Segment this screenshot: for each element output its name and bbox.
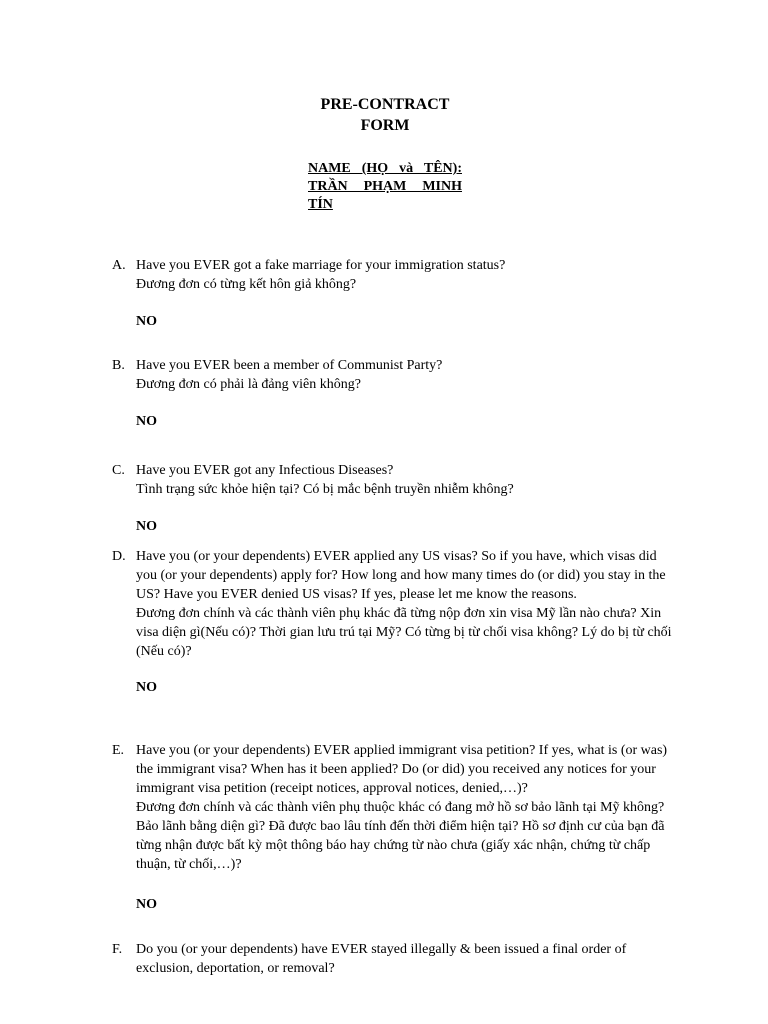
question-f bbox=[112, 940, 672, 978]
question-b bbox=[112, 356, 672, 394]
question-letter: A. bbox=[112, 258, 126, 273]
title-line-2: FORM bbox=[360, 117, 410, 134]
answer-e: NO bbox=[136, 897, 157, 912]
question-vietnamese: Đương đơn chính và các thành viên phụ thuộc khác có đang mở hồ sơ bảo lãnh tại Mỹ không? Bảo lãnh bằng diện gì? Đã được bao lâu tính đến thời điểm hiện tại? Hồ sơ định cư của bạn đã từng nhận được bất kỳ một thông báo hay chứng từ nào chưa (giấy xác nhận, chứng từ chấp thuận, từ chối,…)? bbox=[136, 800, 665, 872]
question-letter: C. bbox=[112, 463, 125, 478]
question-d bbox=[112, 547, 672, 661]
question-english: Have you (or your dependents) EVER applied any US visas? So if you have, which visas did you (or your dependents) apply for? How long and how many times do (or did) you stay in the US? Have you EVER denied US visas? If yes, please let me know the reasons. bbox=[136, 549, 666, 602]
question-vietnamese: Đương đơn chính và các thành viên phụ khác đã từng nộp đơn xin visa Mỹ lần nào chưa? Xin visa diện gì(Nếu có)? Thời gian lưu trú tại Mỹ? Có từng bị từ chối visa không? Lý do bị từ chối (Nếu có)? bbox=[136, 606, 672, 659]
form-title bbox=[300, 94, 470, 136]
title-line-1: PRE-CONTRACT bbox=[320, 96, 450, 113]
question-letter: E. bbox=[112, 743, 125, 758]
question-english: Do you (or your dependents) have EVER stayed illegally & been issued a final order of exclusion, deportation, or removal? bbox=[136, 942, 627, 976]
question-letter: D. bbox=[112, 549, 126, 564]
answer-a: NO bbox=[136, 314, 157, 329]
answer-c: NO bbox=[136, 519, 157, 534]
question-vietnamese: Đương đơn có từng kết hôn giả không? bbox=[136, 277, 357, 292]
name-value-line-2: TÍN bbox=[308, 197, 333, 212]
question-c bbox=[112, 461, 672, 499]
question-e bbox=[112, 741, 672, 874]
answer-d: NO bbox=[136, 680, 157, 695]
question-vietnamese: Tình trạng sức khỏe hiện tại? Có bị mắc bệnh truyền nhiễm không? bbox=[136, 482, 514, 497]
name-value-line-1: TRẦN PHẠM MINH bbox=[308, 179, 462, 194]
question-a bbox=[112, 256, 672, 294]
question-letter: B. bbox=[112, 358, 125, 373]
answer-b: NO bbox=[136, 414, 157, 429]
question-english: Have you EVER got a fake marriage for your immigration status? bbox=[136, 258, 506, 273]
question-vietnamese: Đương đơn có phải là đảng viên không? bbox=[136, 377, 361, 392]
question-letter: F. bbox=[112, 942, 123, 957]
question-english: Have you (or your dependents) EVER applied immigrant visa petition? If yes, what is (or was) the immigrant visa? When has it been applied? Do (or did) you received any notices for your immigrant visa petition (receipt notices, approval notices, denied,…)? bbox=[136, 743, 668, 796]
name-label: NAME (HỌ và TÊN): bbox=[308, 161, 462, 176]
applicant-name-block bbox=[308, 160, 462, 214]
question-english: Have you EVER been a member of Communist Party? bbox=[136, 358, 443, 373]
question-english: Have you EVER got any Infectious Diseases? bbox=[136, 463, 394, 478]
